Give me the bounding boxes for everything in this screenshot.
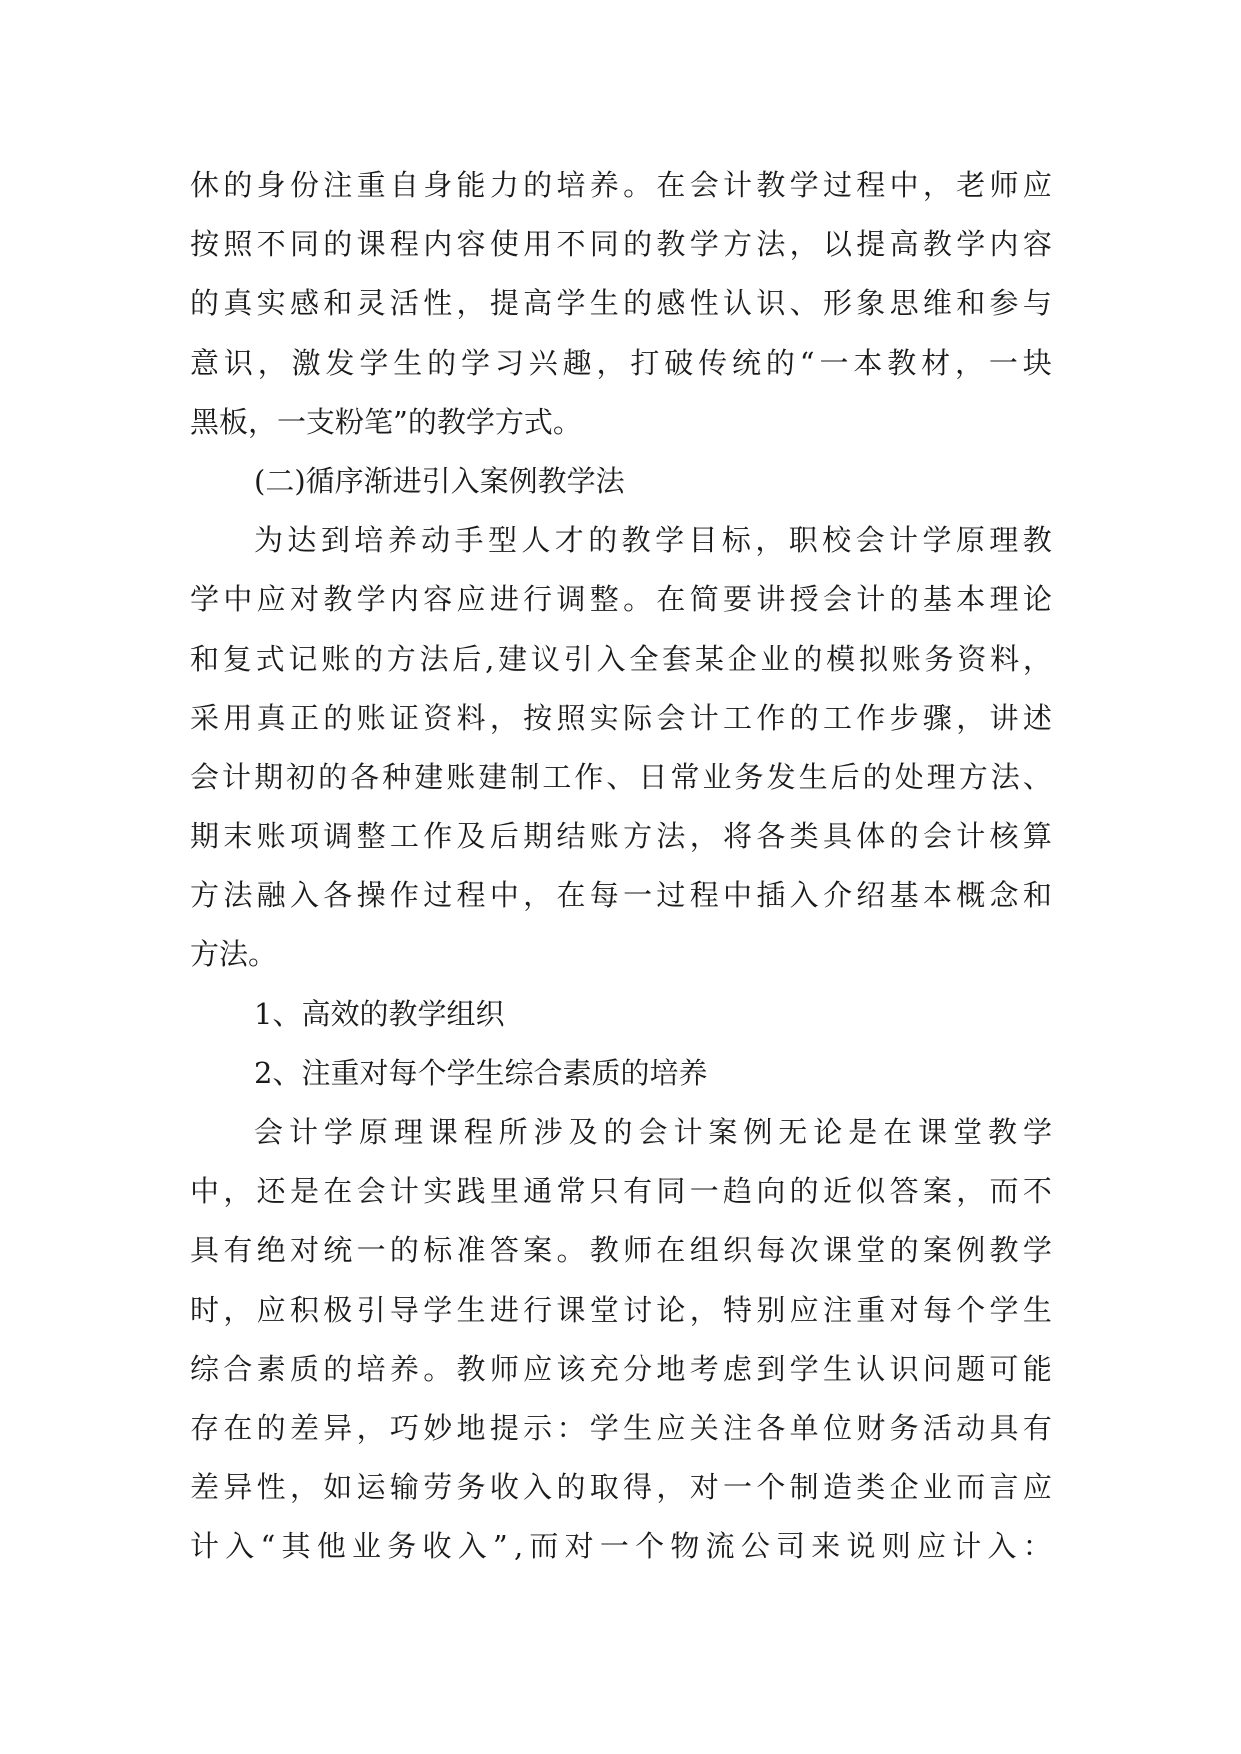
text-line: 差 异 性 ， 如 运 输 劳 务 收 入 的 取 得 ， 对 一 个 制 造 类 企 业 而 言 应 bbox=[190, 1470, 1052, 1505]
text-line: 综 合 素 质 的 培 养 。 教 师 应 该 充 分 地 考 虑 到 学 生 认 识 问 题 可 能 bbox=[190, 1351, 1052, 1386]
text-line: 采 用 真 正 的 账 证 资 料 ， 按 照 实 际 会 计 工 作 的 工 作 步 骤 ， 讲 述 bbox=[190, 700, 1052, 735]
text-line: 意 识 ， 激 发 学 生 的 学 习 兴 趣 ， 打 破 传 统 的 “ 一 本 教 材 ， 一 块 bbox=[190, 345, 1052, 380]
text-line: 存 在 的 差 异 ， 巧 妙 地 提 示 ： 学 生 应 关 注 各 单 位 财 务 活 动 具 有 bbox=[190, 1410, 1052, 1445]
text-line: 和 复 式 记 账 的 方 法 后 , 建 议 引 入 全 套 某 企 业 的 模 拟 账 务 资 料 ， bbox=[190, 641, 1052, 676]
text-line: 按 照 不 同 的 课 程 内 容 使 用 不 同 的 教 学 方 法 ， 以 提 高 教 学 内 容 bbox=[190, 227, 1052, 262]
text-line: 方法。 bbox=[190, 937, 278, 972]
text-line: 时 ， 应 积 极 引 导 学 生 进 行 课 堂 讨 论 ， 特 别 应 注 重 对 每 个 学 生 bbox=[190, 1292, 1052, 1327]
section-heading: (二)循序渐进引入案例教学法 bbox=[254, 463, 625, 498]
subsection-heading: 2、注重对每个学生综合素质的培养 bbox=[254, 1055, 708, 1090]
text-line: 休 的 身 份 注 重 自 身 能 力 的 培 养 。 在 会 计 教 学 过 程 中 ， 老 师 应 bbox=[190, 168, 1052, 202]
subsection-heading: 1、高效的教学组织 bbox=[254, 996, 505, 1031]
text-line: 会 计 学 原 理 课 程 所 涉 及 的 会 计 案 例 无 论 是 在 课 堂 教 学 bbox=[254, 1115, 1052, 1149]
text-line: 会 计 期 初 的 各 种 建 账 建 制 工 作 、 日 常 业 务 发 生 后 的 处 理 方 法 、 bbox=[190, 759, 1052, 794]
document-body bbox=[190, 156, 1052, 1577]
text-line: 期 末 账 项 调 整 工 作 及 后 期 结 账 方 法 ， 将 各 类 具 体 的 会 计 核 算 bbox=[190, 819, 1052, 854]
text-line: 黑板，一支粉笔”的教学方式。 bbox=[190, 404, 582, 439]
text-line: 计 入 “ 其 他 业 务 收 入 ” , 而 对 一 个 物 流 公 司 来 说 则 应 计 入 ： bbox=[190, 1529, 1052, 1564]
text-line: 为 达 到 培 养 动 手 型 人 才 的 教 学 目 标 ， 职 校 会 计 学 原 理 教 bbox=[254, 523, 1052, 558]
text-line: 中 ， 还 是 在 会 计 实 践 里 通 常 只 有 同 一 趋 向 的 近 似 答 案 ， 而 不 bbox=[190, 1174, 1052, 1209]
text-line: 方 法 融 入 各 操 作 过 程 中 ， 在 每 一 过 程 中 插 入 介 绍 基 本 概 念 和 bbox=[190, 878, 1052, 913]
text-line: 的 真 实 感 和 灵 活 性 ， 提 高 学 生 的 感 性 认 识 、 形 象 思 维 和 参 与 bbox=[190, 286, 1052, 321]
text-line: 具 有 绝 对 统 一 的 标 准 答 案 。 教 师 在 组 织 每 次 课 堂 的 案 例 教 学 bbox=[190, 1233, 1052, 1268]
text-line: 学 中 应 对 教 学 内 容 应 进 行 调 整 。 在 简 要 讲 授 会 计 的 基 本 理 论 bbox=[190, 582, 1052, 617]
